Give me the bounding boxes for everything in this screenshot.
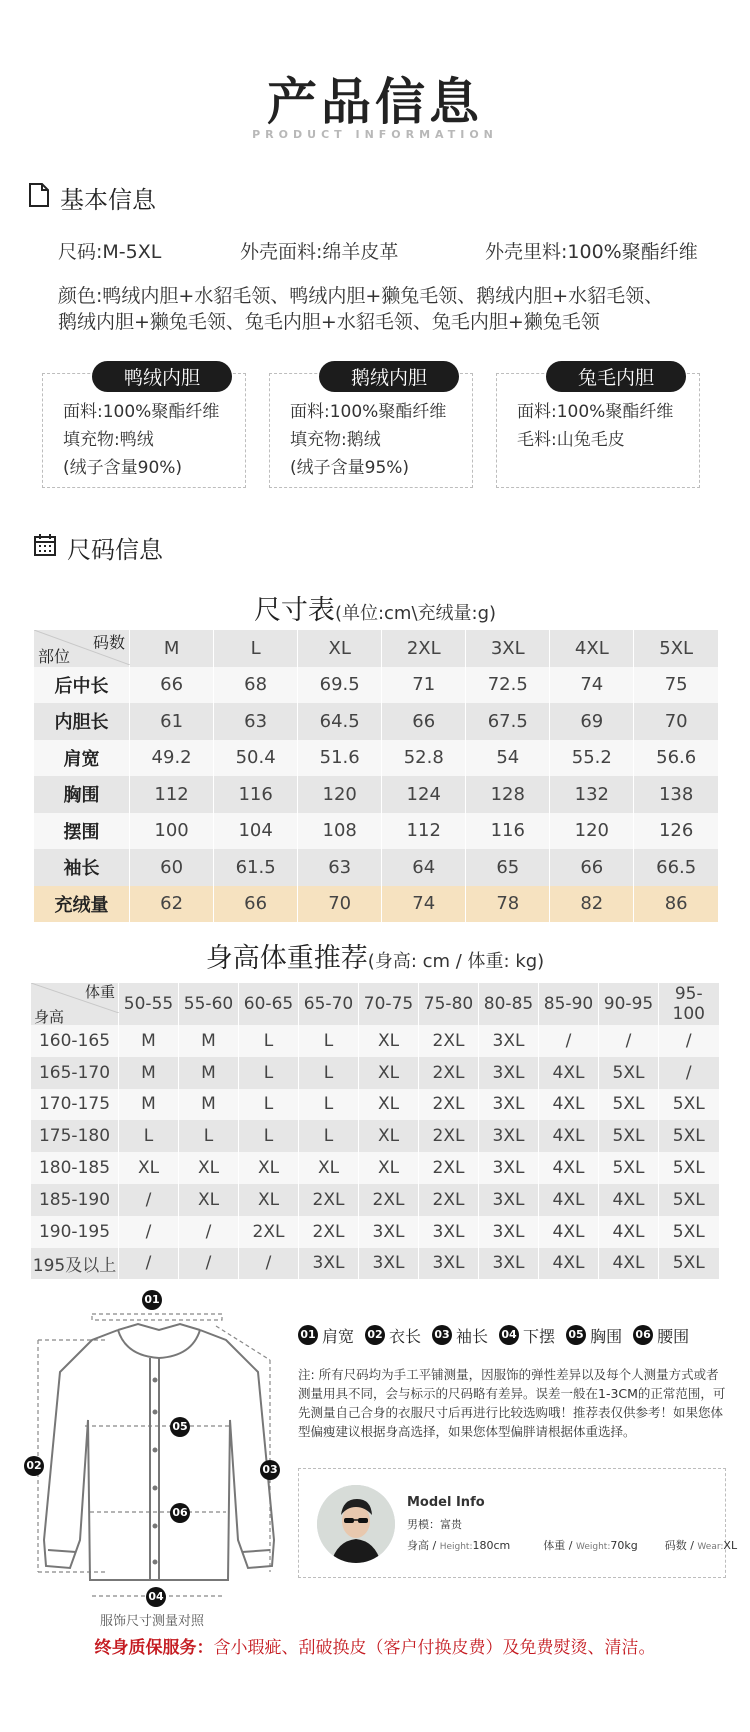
table-cell: XL	[299, 1152, 359, 1184]
weight-col-header: 60-65	[239, 983, 299, 1025]
legend-number: 01	[298, 1325, 318, 1345]
diagram-caption: 服饰尺寸测量对照	[100, 1614, 205, 1629]
legend-item	[432, 1324, 488, 1347]
shirt-illustration	[20, 1300, 290, 1610]
model-weight-label: 体重 /	[543, 1539, 576, 1552]
table-cell: XL	[119, 1152, 179, 1184]
table-cell: 70	[298, 886, 382, 923]
table-cell: 3XL	[299, 1248, 359, 1280]
table-cell: L	[239, 1089, 299, 1121]
table-cell: 5XL	[659, 1152, 719, 1184]
table-cell: 75	[634, 667, 718, 704]
table-cell: L	[119, 1120, 179, 1152]
recommend-title-wrap	[0, 936, 750, 975]
legend-label: 胸围	[590, 1326, 623, 1346]
table-cell: M	[179, 1089, 239, 1121]
table-cell: XL	[239, 1184, 299, 1216]
warranty-footer	[0, 1633, 750, 1658]
table-cell: 65	[466, 849, 550, 886]
table-cell: M	[119, 1057, 179, 1089]
table-cell: 138	[634, 776, 718, 813]
legend-number: 04	[499, 1325, 519, 1345]
table-cell: XL	[359, 1025, 419, 1057]
table-row	[31, 1025, 719, 1057]
warranty-label: 终身质保服务：	[94, 1638, 214, 1658]
corner-size-label: 码数	[93, 633, 126, 652]
size-table-title-wrap	[0, 588, 750, 627]
table-cell: 3XL	[479, 1216, 539, 1248]
table-cell: L	[239, 1120, 299, 1152]
table-cell: 60	[130, 849, 214, 886]
table-row	[34, 703, 719, 740]
model-wear-value: XL	[723, 1539, 738, 1552]
table-row-fill-weight	[34, 886, 719, 923]
table-row	[31, 1216, 719, 1248]
size-col-header: 3XL	[466, 630, 550, 667]
table-cell: L	[179, 1120, 239, 1152]
table-cell: XL	[179, 1184, 239, 1216]
table-row	[34, 776, 719, 813]
model-wear-en: Wear:	[697, 1542, 724, 1552]
table-cell: 78	[466, 886, 550, 923]
weight-col-header: 75-80	[419, 983, 479, 1025]
marker-04: 04	[146, 1587, 166, 1607]
marker-01: 01	[142, 1290, 162, 1310]
table-cell: 72.5	[466, 667, 550, 704]
measure-legend	[298, 1323, 728, 1347]
table-cell: 4XL	[539, 1057, 599, 1089]
table-cell: 5XL	[599, 1120, 659, 1152]
table-cell: 5XL	[659, 1184, 719, 1216]
table-cell: 2XL	[419, 1152, 479, 1184]
row-label: 袖长	[34, 849, 130, 886]
table-cell: 54	[466, 740, 550, 777]
lining-material: 外壳里料:100%聚酯纤维	[485, 241, 698, 263]
table-cell: 69	[550, 703, 634, 740]
legend-item	[298, 1324, 354, 1347]
model-stats	[407, 1537, 737, 1553]
size-table-unit: (单位:cm\充绒量:g)	[334, 603, 497, 624]
table-cell: 3XL	[479, 1025, 539, 1057]
rabbit-fur-title: 兔毛内胆	[546, 361, 686, 392]
weight-col-header: 55-60	[179, 983, 239, 1025]
table-cell: 104	[214, 813, 298, 850]
goose-down-title: 鹅绒内胆	[319, 361, 459, 392]
legend-label: 下摆	[523, 1326, 556, 1346]
colors-line-2: 鹅绒内胆+獭兔毛领、兔毛内胆+水貂毛领、兔毛内胆+獭兔毛领	[58, 311, 600, 333]
shell-material: 外壳面料:绵羊皮革	[240, 241, 399, 263]
table-cell: 68	[214, 667, 298, 704]
weight-col-header: 95-100	[659, 983, 719, 1025]
recommend-table	[30, 983, 719, 1279]
table-cell: 4XL	[539, 1120, 599, 1152]
table-cell: 3XL	[419, 1248, 479, 1280]
model-gender: 男模：富贵	[407, 1518, 462, 1531]
table-row	[31, 1184, 719, 1216]
table-row	[34, 849, 719, 886]
table-row	[34, 740, 719, 777]
table-cell: 5XL	[599, 1152, 659, 1184]
model-info-title: Model Info	[407, 1495, 485, 1510]
table-cell: /	[179, 1216, 239, 1248]
table-cell: 74	[382, 886, 466, 923]
table-cell: 132	[550, 776, 634, 813]
table-cell: 120	[298, 776, 382, 813]
table-cell: /	[659, 1057, 719, 1089]
size-col-header: L	[214, 630, 298, 667]
table-cell: 64	[382, 849, 466, 886]
table-cell: L	[299, 1089, 359, 1121]
height-label: 190-195	[31, 1216, 119, 1248]
table-cell: 3XL	[359, 1216, 419, 1248]
weight-col-header: 65-70	[299, 983, 359, 1025]
model-height-en: Height:	[439, 1542, 473, 1552]
table-cell: 3XL	[479, 1152, 539, 1184]
table-cell: L	[239, 1057, 299, 1089]
corner-weight-label: 体重	[84, 983, 115, 1001]
table-cell: 3XL	[419, 1216, 479, 1248]
table-cell: 126	[634, 813, 718, 850]
weight-col-header: 50-55	[119, 983, 179, 1025]
table-cell: 120	[550, 813, 634, 850]
table-cell: XL	[359, 1152, 419, 1184]
box-line: (绒子含量90%)	[63, 458, 183, 478]
height-label: 185-190	[31, 1184, 119, 1216]
table-cell: 5XL	[659, 1216, 719, 1248]
marker-05: 05	[170, 1417, 190, 1437]
corner-part-label: 部位	[38, 646, 71, 666]
table-cell: 4XL	[599, 1248, 659, 1280]
calendar-icon	[33, 533, 57, 563]
table-cell: 4XL	[539, 1089, 599, 1121]
table-cell: 2XL	[419, 1057, 479, 1089]
table-cell: /	[539, 1025, 599, 1057]
legend-number: 02	[365, 1325, 385, 1345]
measurement-note: 注: 所有尺码均为手工平铺测量，因服饰的弹性差异以及每个人测量方式或者测量用具不同，会与标示的尺码略有差异。误差一般在1-3CM的正常范围，可先测量自己合身的衣服尺寸后再进行比较选购哦！推荐表仅供参考！如果您体型偏瘦建议根据身高选择，如果您体型偏胖请根据体重选择。	[298, 1367, 726, 1439]
table-row	[34, 667, 719, 704]
table-cell: /	[659, 1025, 719, 1057]
table-cell: 2XL	[419, 1120, 479, 1152]
table-cell: XL	[359, 1120, 419, 1152]
table-cell: 5XL	[599, 1089, 659, 1121]
table-cell: 4XL	[599, 1216, 659, 1248]
warranty-text: 含小瑕疵、刮破换皮（客户付换皮费）及免费熨烫、清洁。	[213, 1638, 656, 1658]
size-info-heading	[33, 530, 163, 565]
size-range: 尺码:M-5XL	[58, 241, 162, 263]
table-cell: XL	[179, 1152, 239, 1184]
table-cell: XL	[359, 1057, 419, 1089]
box-line: 面料:100%聚酯纤维	[290, 402, 447, 422]
table-cell: 2XL	[419, 1025, 479, 1057]
table-cell: 66	[214, 886, 298, 923]
table-cell: /	[119, 1248, 179, 1280]
table-cell: L	[239, 1025, 299, 1057]
table-cell: 2XL	[419, 1184, 479, 1216]
model-weight-en: Weight:	[575, 1542, 611, 1552]
table-cell: 61.5	[214, 849, 298, 886]
document-icon	[28, 182, 50, 214]
legend-item	[365, 1324, 421, 1347]
table-cell: 5XL	[599, 1057, 659, 1089]
size-col-header: 5XL	[634, 630, 718, 667]
box-line: 面料:100%聚酯纤维	[63, 402, 220, 422]
table-cell: 64.5	[298, 703, 382, 740]
weight-col-header: 85-90	[539, 983, 599, 1025]
model-info-box	[298, 1468, 738, 1578]
height-label: 170-175	[31, 1089, 119, 1121]
model-avatar	[317, 1485, 395, 1563]
table-cell: 108	[298, 813, 382, 850]
box-line: (绒子含量95%)	[290, 458, 410, 478]
table-cell: 50.4	[214, 740, 298, 777]
table-cell: 55.2	[550, 740, 634, 777]
row-label: 充绒量	[34, 886, 130, 923]
row-label: 后中长	[34, 667, 130, 704]
table-cell: 128	[466, 776, 550, 813]
legend-number: 06	[633, 1325, 653, 1345]
box-line: 填充物:鸭绒	[63, 430, 154, 450]
table-row	[31, 1152, 719, 1184]
table-cell: 4XL	[599, 1184, 659, 1216]
table-cell: 3XL	[359, 1248, 419, 1280]
table-cell: M	[119, 1025, 179, 1057]
size-table	[33, 630, 718, 922]
table-cell: 69.5	[298, 667, 382, 704]
table-row	[31, 1057, 719, 1089]
row-label: 肩宽	[34, 740, 130, 777]
size-table-corner	[34, 630, 130, 667]
table-cell: 2XL	[299, 1184, 359, 1216]
page-title: 产品信息	[267, 73, 483, 131]
weight-col-header: 90-95	[599, 983, 659, 1025]
table-cell: 82	[550, 886, 634, 923]
table-cell: 4XL	[539, 1152, 599, 1184]
size-table-title: 尺寸表	[253, 595, 335, 626]
legend-number: 03	[432, 1325, 452, 1345]
table-row	[34, 813, 719, 850]
table-cell: 62	[130, 886, 214, 923]
table-cell: XL	[239, 1152, 299, 1184]
legend-item	[633, 1324, 689, 1347]
legend-label: 腰围	[657, 1326, 690, 1346]
table-cell: 5XL	[659, 1089, 719, 1121]
model-height-label: 身高 /	[407, 1539, 440, 1552]
row-label: 摆围	[34, 813, 130, 850]
table-cell: 3XL	[479, 1184, 539, 1216]
table-cell: /	[599, 1025, 659, 1057]
table-cell: 66.5	[634, 849, 718, 886]
legend-label: 衣长	[389, 1326, 422, 1346]
height-label: 165-170	[31, 1057, 119, 1089]
basic-info-heading	[28, 180, 156, 215]
table-cell: /	[119, 1184, 179, 1216]
table-cell: 3XL	[479, 1248, 539, 1280]
size-info-title: 尺码信息	[67, 536, 163, 564]
table-cell: 67.5	[466, 703, 550, 740]
table-row	[31, 1089, 719, 1121]
table-cell: 4XL	[539, 1216, 599, 1248]
legend-label: 肩宽	[322, 1326, 355, 1346]
table-cell: 112	[382, 813, 466, 850]
table-cell: 4XL	[539, 1248, 599, 1280]
table-cell: 86	[634, 886, 718, 923]
height-label: 160-165	[31, 1025, 119, 1057]
table-cell: /	[119, 1216, 179, 1248]
table-cell: 100	[130, 813, 214, 850]
table-cell: 2XL	[239, 1216, 299, 1248]
table-cell: 3XL	[479, 1057, 539, 1089]
table-cell: 52.8	[382, 740, 466, 777]
table-cell: 66	[382, 703, 466, 740]
table-cell: 66	[130, 667, 214, 704]
table-cell: 51.6	[298, 740, 382, 777]
table-cell: 61	[130, 703, 214, 740]
weight-col-header: 80-85	[479, 983, 539, 1025]
table-cell: L	[299, 1120, 359, 1152]
table-cell: 71	[382, 667, 466, 704]
size-col-header: 4XL	[550, 630, 634, 667]
recommend-title: 身高体重推荐	[205, 943, 368, 974]
table-cell: M	[119, 1089, 179, 1121]
table-cell: 2XL	[359, 1184, 419, 1216]
table-cell: 2XL	[299, 1216, 359, 1248]
table-cell: M	[179, 1025, 239, 1057]
height-label: 175-180	[31, 1120, 119, 1152]
table-cell: L	[299, 1057, 359, 1089]
table-cell: 49.2	[130, 740, 214, 777]
size-col-header: XL	[298, 630, 382, 667]
table-cell: XL	[359, 1089, 419, 1121]
table-cell: 66	[550, 849, 634, 886]
model-height-value: 180cm	[472, 1539, 511, 1552]
marker-02: 02	[24, 1456, 44, 1476]
basic-info-title: 基本信息	[60, 186, 156, 214]
box-line: 毛料:山兔毛皮	[517, 430, 625, 450]
model-weight-value: 70kg	[610, 1539, 638, 1552]
shirt-diagram	[20, 1293, 290, 1630]
model-wear-label: 码数 /	[664, 1539, 698, 1552]
table-cell: 3XL	[479, 1120, 539, 1152]
size-col-header: 2XL	[382, 630, 466, 667]
page-subtitle: PRODUCT INFORMATION	[252, 128, 498, 141]
table-cell: 56.6	[634, 740, 718, 777]
weight-col-header: 70-75	[359, 983, 419, 1025]
table-cell: L	[299, 1025, 359, 1057]
table-cell: 3XL	[479, 1089, 539, 1121]
table-row	[31, 1248, 719, 1280]
marker-03: 03	[260, 1460, 280, 1480]
box-line: 面料:100%聚酯纤维	[517, 402, 674, 422]
table-cell: 63	[298, 849, 382, 886]
recommend-corner	[31, 983, 119, 1025]
table-cell: 2XL	[419, 1089, 479, 1121]
table-cell: /	[179, 1248, 239, 1280]
legend-item	[499, 1324, 555, 1347]
box-line: 填充物:鹅绒	[290, 430, 381, 450]
table-cell: /	[239, 1248, 299, 1280]
table-cell: 112	[130, 776, 214, 813]
table-cell: 5XL	[659, 1120, 719, 1152]
recommend-unit: (身高: cm / 体重: kg)	[367, 951, 545, 972]
table-cell: 116	[214, 776, 298, 813]
table-cell: 74	[550, 667, 634, 704]
marker-06: 06	[170, 1503, 190, 1523]
corner-height-label: 身高	[34, 1008, 65, 1026]
table-row	[31, 1120, 719, 1152]
table-cell: 116	[466, 813, 550, 850]
table-cell: 4XL	[539, 1184, 599, 1216]
legend-number: 05	[566, 1325, 586, 1345]
table-cell: 63	[214, 703, 298, 740]
row-label: 内胆长	[34, 703, 130, 740]
recommend-header-row	[31, 983, 719, 1025]
table-cell: 5XL	[659, 1248, 719, 1280]
size-col-header: M	[130, 630, 214, 667]
legend-item	[566, 1324, 622, 1347]
duck-down-title: 鸭绒内胆	[92, 361, 232, 392]
table-cell: M	[179, 1057, 239, 1089]
height-label: 180-185	[31, 1152, 119, 1184]
table-cell: 124	[382, 776, 466, 813]
height-label: 195及以上	[31, 1248, 119, 1280]
table-cell: 70	[634, 703, 718, 740]
colors-line-1: 颜色:鸭绒内胆+水貂毛领、鸭绒内胆+獭兔毛领、鹅绒内胆+水貂毛领、	[58, 285, 664, 307]
size-table-header-row	[34, 630, 719, 667]
row-label: 胸围	[34, 776, 130, 813]
legend-label: 袖长	[456, 1326, 489, 1346]
